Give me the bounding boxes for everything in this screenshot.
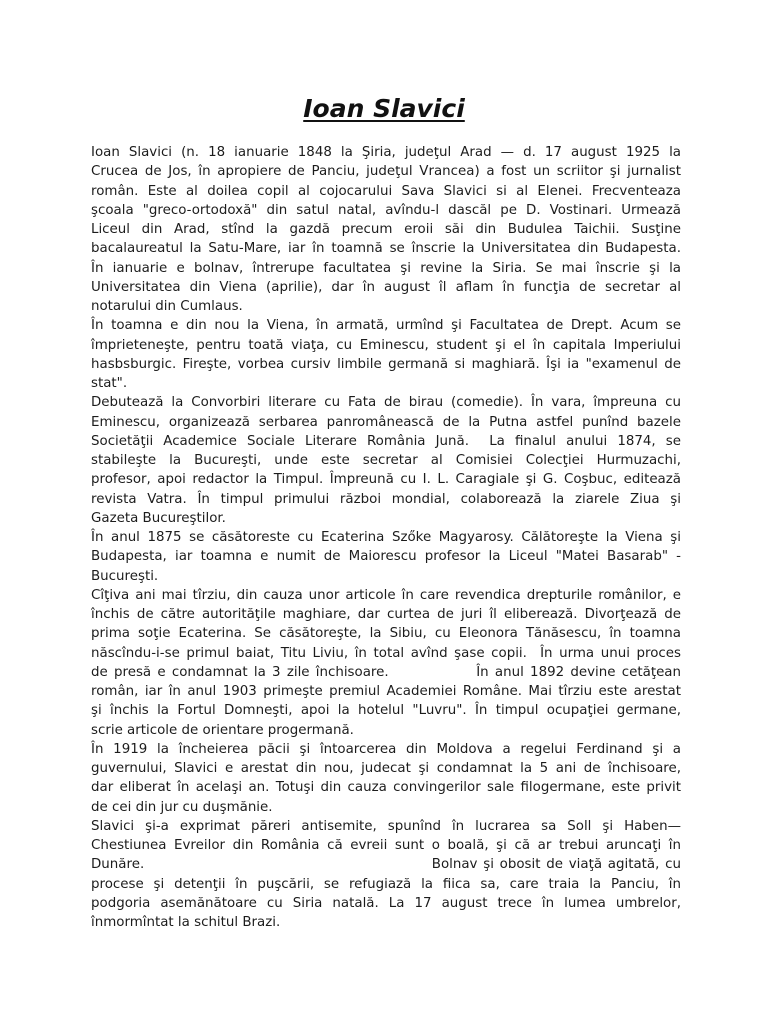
body-line: Budapesta, iar toamna e numit de Maiorescu profesor la Liceul "Matei Basarab" -	[91, 549, 681, 565]
body-line: înmormîntat la schitul Brazi.	[91, 915, 281, 930]
body-line: dar eliberat în acelaşi an. Totuşi din cauza convingerilor sale filogermane, este privit	[91, 780, 681, 796]
body-line: de presă e condamnat la 3 zile închisoare. În anul 1892 devine cetăţean	[91, 664, 681, 680]
body-line: În 1919 la încheierea păcii şi întoarcerea din Moldova a regelui Ferdinand şi a	[91, 741, 681, 757]
body-line: În toamna e din nou la Viena, în armată, urmînd şi Facultatea de Drept. Acum se	[91, 318, 681, 334]
document-title: Ioan Slavici	[303, 94, 465, 123]
body-line: În anul 1875 se căsătoreste cu Ecaterina Szőke Magyarosy. Călătoreşte la Viena şi	[91, 530, 681, 545]
body-line: Slavici şi-a exprimat păreri antisemite, spunînd în lucrarea sa Soll şi Haben—	[91, 818, 681, 834]
body-line: Bucureşti.	[91, 568, 159, 584]
body-line: închis de către autorităţile maghiare, dar curtea de juri îl eliberează. Divorţează de	[91, 607, 681, 622]
body-line: Crucea de Jos, în apropiere de Panciu, judeţul Vrancea) a fost un scriitor şi jurnalist	[91, 164, 681, 180]
body-line: hasbsburgic. Fireşte, vorbea cursiv limbile germană si maghiară. Îşi ia "examenul de	[91, 356, 681, 372]
body-line: Societăţii Academice Sociale Literare România Jună. La finalul anului 1874, se	[91, 433, 681, 449]
document-body	[91, 143, 681, 932]
body-line: guvernului, Slavici e arestat din nou, judecat şi condamnat la 5 ani de închisoare,	[91, 761, 681, 776]
body-line: notarului din Cumlaus.	[91, 299, 243, 314]
body-line: împrieteneşte, pentru toată viaţa, cu Eminescu, student şi el în capitala Imperiului	[91, 337, 681, 353]
body-line: Cîţiva ani mai tîrziu, din cauza unor articole în care revendica drepturile românilor, e	[91, 587, 681, 603]
body-line: prima soţie Ecaterina. Se căsătoreşte, la Sibiu, cu Eleonora Tănăsescu, în toamna	[91, 626, 681, 642]
body-line: Debutează la Convorbiri literare cu Fata de birau (comedie). În vara, împreuna cu	[91, 395, 681, 411]
body-line: profesor, apoi redactor la Timpul. Împreună cu I. L. Caragiale şi G. Coşbuc, editează	[91, 472, 681, 488]
body-line: revista Vatra. În timpul primului război mondial, colaborează la ziarele Ziua şi	[91, 491, 681, 507]
body-line: şi închis la Fortul Domneşti, apoi la hotelul "Luvru". În timpul ocupaţiei germane,	[91, 703, 681, 719]
body-line: Ioan Slavici (n. 18 ianuarie 1848 la Şiria, judeţul Arad — d. 17 august 1925 la	[91, 145, 681, 160]
body-line: Gazeta Bucureştilor.	[91, 510, 226, 526]
body-line: procese şi detenţii în puşcării, se refugiază la fiica sa, care traia la Panciu, în	[91, 876, 681, 892]
body-line: scrie articole de orientare progermană.	[91, 722, 354, 738]
body-line: Universitatea din Viena (aprilie), dar în august îl aflam în funcţia de secretar al	[91, 279, 681, 295]
body-line: român. Este al doilea copil al cojocarului Sava Slavici si al Elenei. Frecventeaza	[91, 183, 681, 199]
body-line: Chestiunea Evreilor din România că evreii sunt o boală, şi că ar trebui aruncaţi în	[91, 838, 681, 853]
body-line: stat".	[91, 376, 128, 391]
body-line: Liceul din Arad, stînd la gazdă precum eroii săi din Budulea Taichii. Susţine	[91, 222, 681, 237]
body-line: Dunăre. Bolnav şi obosit de viaţă agitată, cu	[91, 857, 681, 873]
body-line: bacalaureatul la Satu-Mare, iar în toamnă se înscrie la Universitatea din Budapesta.	[91, 241, 681, 257]
body-line: stabileşte la Bucureşti, unde este secretar al Comisiei Colecţiei Hurmuzachi,	[91, 453, 681, 468]
body-line: născîndu-i-se primul baiat, Titu Liviu, în total avînd şase copii. În urma unui proces	[91, 645, 681, 661]
body-line: În ianuarie e bolnav, întrerupe facultatea şi revine la Siria. Se mai înscrie şi la	[91, 260, 681, 276]
body-line: şcoala "greco-ortodoxă" din satul natal, avîndu-l dascăl pe D. Vostinari. Urmează	[91, 202, 681, 218]
body-line: Eminescu, organizează serbarea panromânească de la Putna astfel punînd bazele	[91, 414, 681, 430]
body-line: podgoria asemănătoare cu Siria natală. La 17 august trece în lumea umbrelor,	[91, 895, 681, 911]
body-line: de cei din jur cu duşmănie.	[91, 799, 273, 815]
body-line: român, iar în anul 1903 primeşte premiul Academiei Române. Mai tîrziu este arestat	[91, 684, 681, 699]
